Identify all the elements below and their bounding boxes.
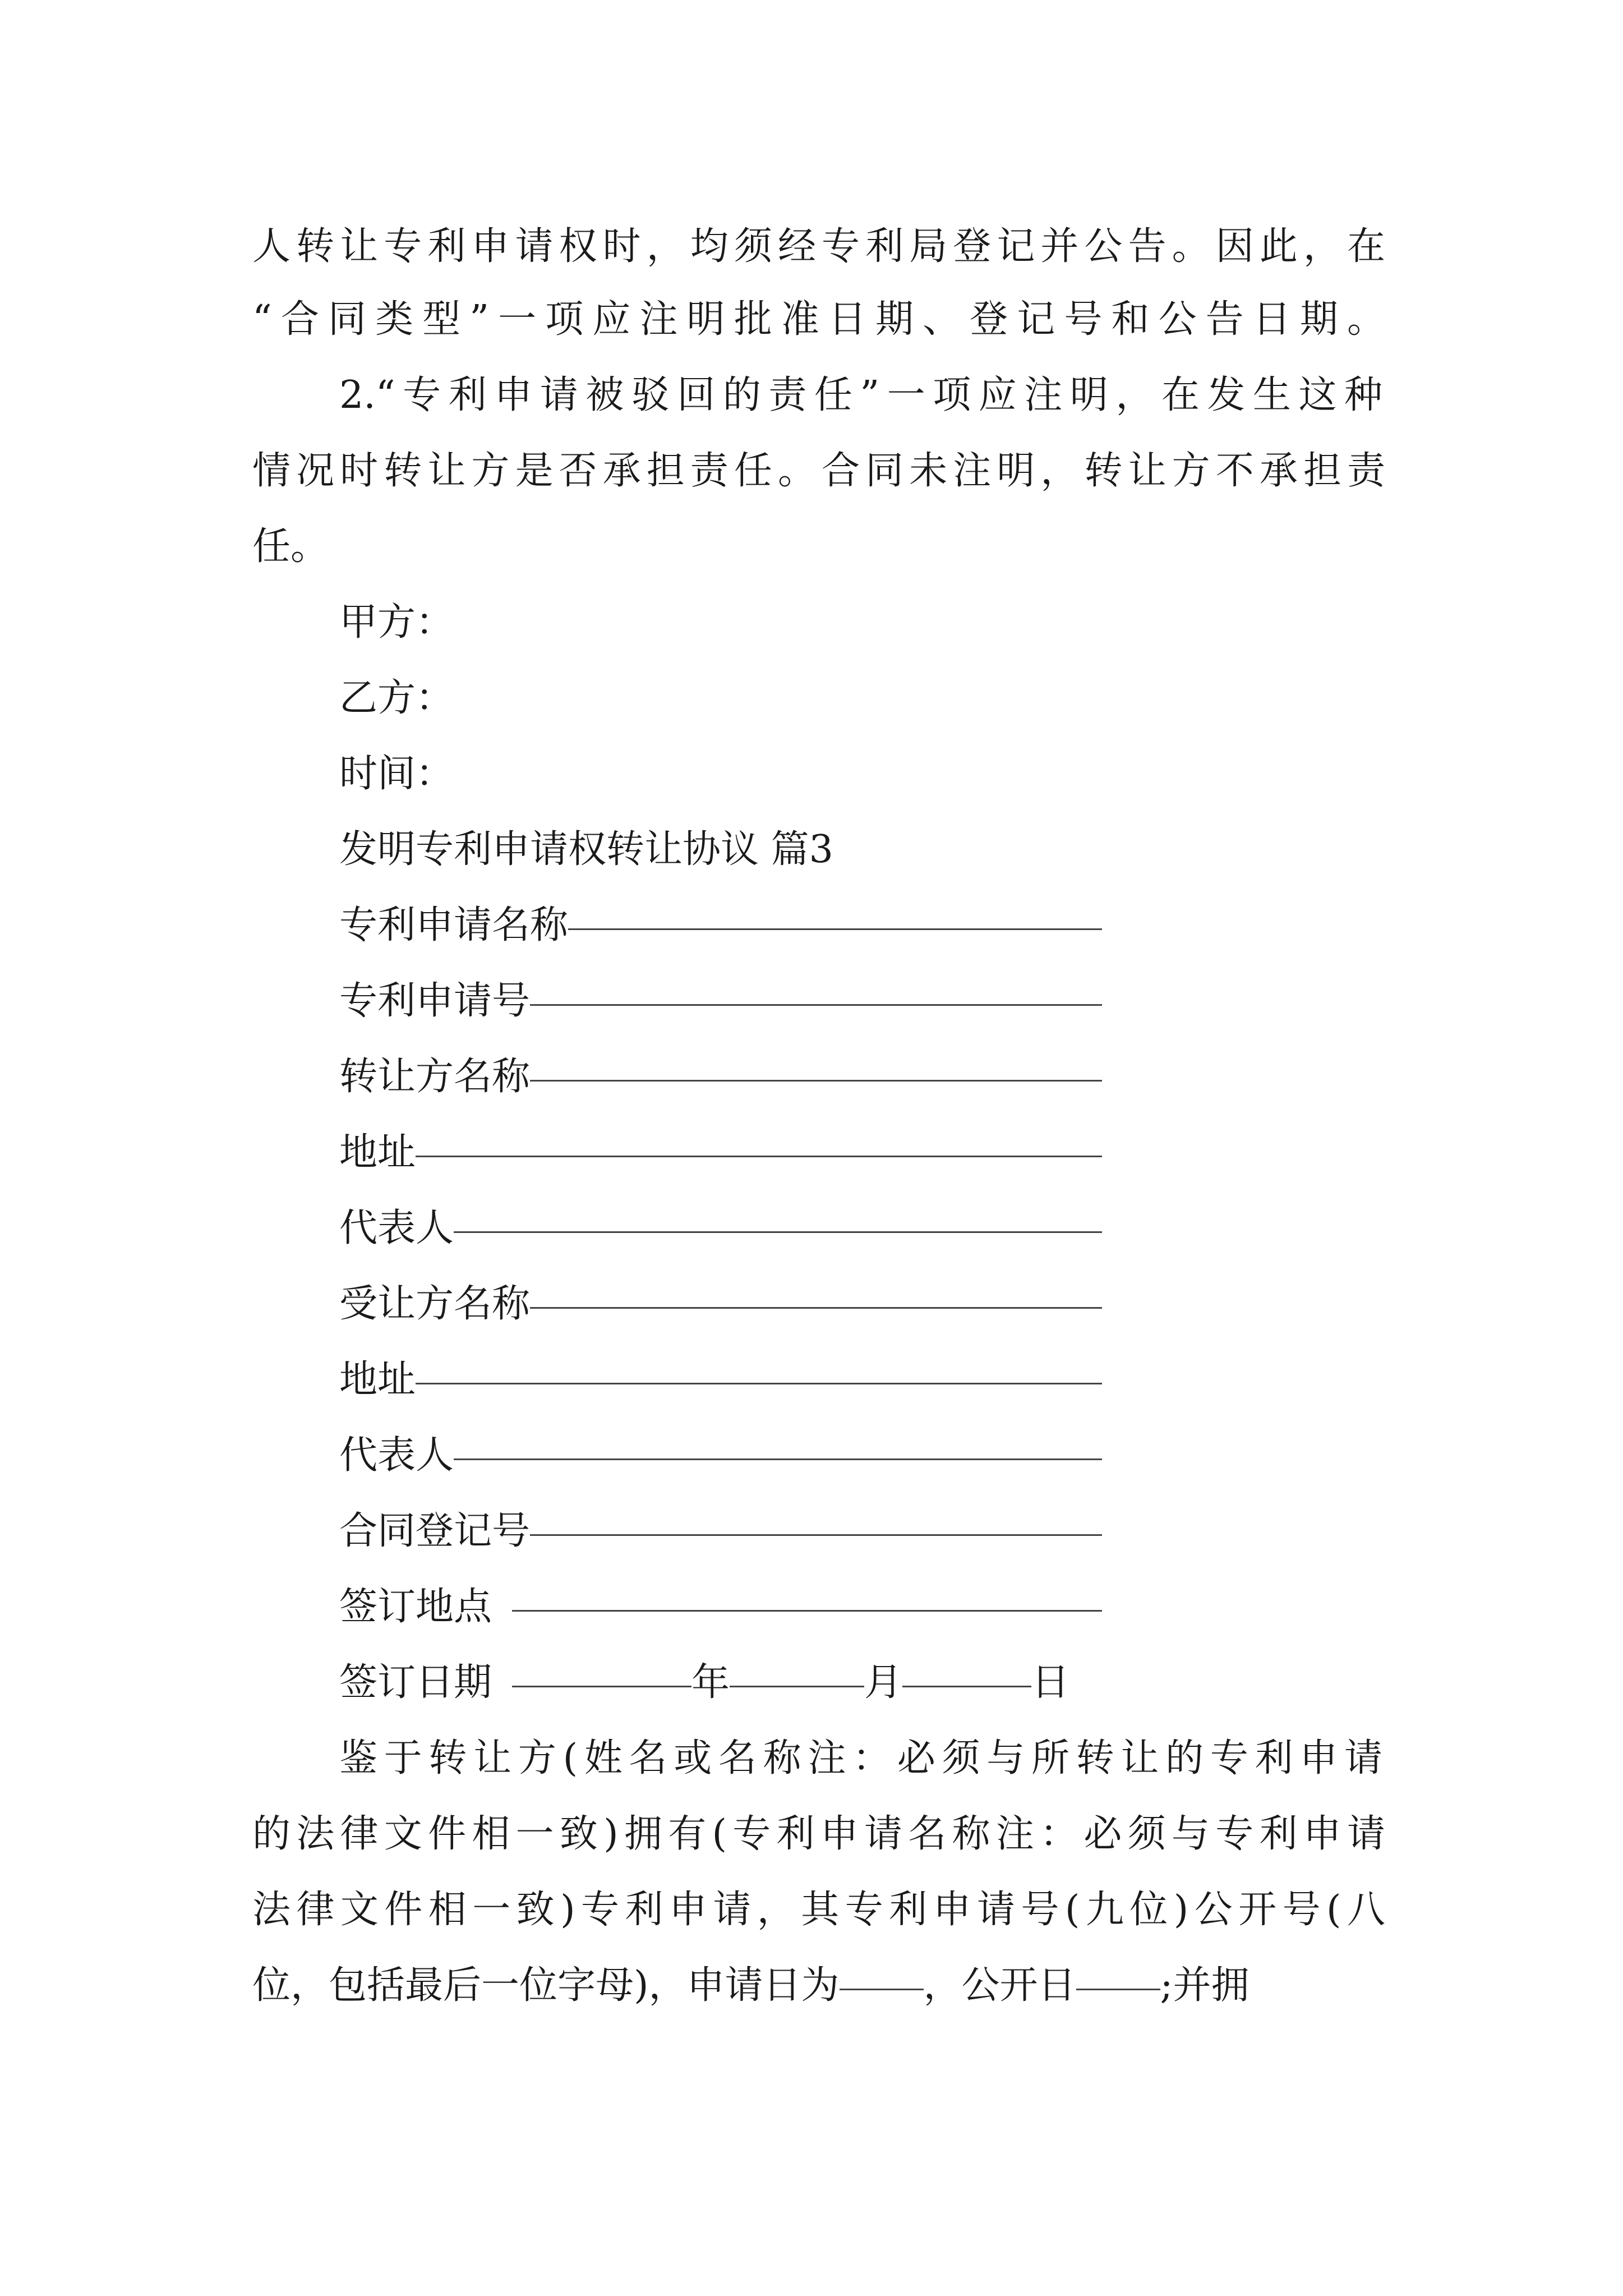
day-label: 日: [1031, 1660, 1070, 1705]
field-label: 受让方名称: [339, 1282, 531, 1326]
field-contract-registration-number: [339, 1495, 1102, 1568]
fill-blank: [416, 1156, 1102, 1157]
paragraph-line: [252, 1949, 1385, 2022]
field-label: 转让方名称: [339, 1055, 531, 1099]
time-label: 时间：: [339, 752, 454, 796]
paragraph-line: 2.“专利申请被驳回的责任”一项应注明，在发生这种: [339, 373, 1382, 417]
paragraph-line: 人转让专利申请权时，均须经专利局登记并公告。因此，在: [252, 224, 1385, 269]
field-label: 专利申请名称: [339, 903, 569, 947]
party-a-label: 甲方：: [339, 600, 454, 645]
fill-blank: [454, 1458, 1102, 1460]
field-transferee-representative: [339, 1419, 1102, 1492]
text-segment: ;并拥: [1160, 1963, 1249, 2008]
fill-blank: [530, 1534, 1102, 1536]
field-transferor-name: [339, 1041, 1102, 1114]
field-label: 地址: [339, 1358, 416, 1402]
fill-blank-application-date: [840, 1989, 924, 1990]
paragraph-line: 的法律文件相一致)拥有(专利申请名称注：必须与专利申请: [252, 1812, 1385, 1856]
fill-blank: [530, 1080, 1102, 1082]
fill-blank-publication-date: [1076, 1989, 1160, 1990]
field-patent-number: [339, 965, 1102, 1038]
party-b-label: 乙方：: [339, 676, 454, 720]
field-patent-name: [339, 889, 1102, 962]
fill-blank: [530, 1004, 1102, 1006]
section-title: 发明专利申请权转让协议 篇3: [339, 827, 833, 872]
field-label: 代表人: [339, 1206, 454, 1250]
date-label: 签订日期: [339, 1660, 492, 1705]
fill-blank: [512, 1610, 1102, 1612]
paragraph-line: 鉴于转让方(姓名或名称注：必须与所转让的专利申请: [339, 1736, 1382, 1780]
fill-blank-year: [512, 1686, 691, 1687]
fill-blank: [454, 1231, 1102, 1233]
text-segment: ，公开日: [923, 1963, 1076, 2008]
year-label: 年: [691, 1660, 730, 1705]
field-label: 签订地点: [339, 1585, 492, 1629]
field-label: 代表人: [339, 1433, 454, 1478]
field-signing-place: [339, 1571, 1102, 1644]
field-transferor-representative: [339, 1192, 1102, 1265]
fill-blank: [530, 1307, 1102, 1309]
fill-blank-day: [902, 1686, 1031, 1687]
text-segment: 位，包括最后一位字母)，申请日为: [252, 1963, 840, 2008]
paragraph-line: 任。: [252, 524, 329, 569]
field-signing-date: [339, 1646, 1124, 1719]
month-label: 月: [864, 1660, 903, 1705]
fill-blank: [568, 928, 1102, 930]
field-transferor-address: [339, 1116, 1102, 1189]
paragraph-line: 法律文件相一致)专利申请，其专利申请号(九位)公开号(八: [252, 1888, 1385, 1932]
field-label: 合同登记号: [339, 1509, 531, 1553]
fill-blank-month: [730, 1686, 864, 1687]
field-transferee-address: [339, 1343, 1102, 1416]
field-label: 地址: [339, 1130, 416, 1175]
fill-blank: [416, 1383, 1102, 1384]
field-transferee-name: [339, 1268, 1102, 1341]
paragraph-line: “合同类型”一项应注明批准日期、登记号和公告日期。: [252, 297, 1385, 342]
field-label: 专利申请号: [339, 979, 531, 1023]
paragraph-line: 情况时转让方是否承担责任。合同未注明，转让方不承担责: [252, 449, 1385, 493]
